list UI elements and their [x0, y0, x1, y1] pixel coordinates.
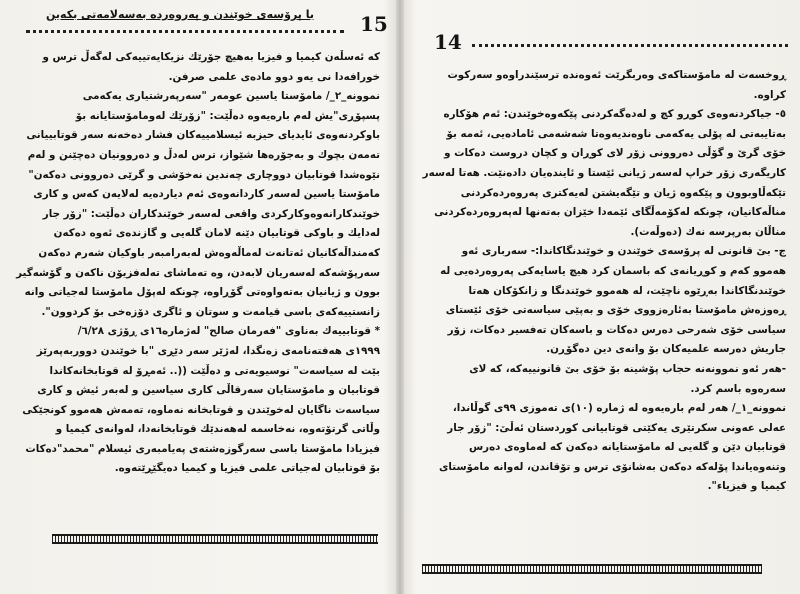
right-page	[402, 0, 800, 594]
text-line: هەموو كەم و كوڕیانەی كە باسمان كرد هیچ یاسایەكی پەروەردەیی لە	[440, 264, 786, 277]
text-line: ج- بێ قانونی لە پرۆسەی خوێندن و خوێندنگاكاندا:- سەرباری ئەو	[461, 245, 786, 258]
text-line: كەمنداڵەكانیان ئەتانەت لەماڵەوەش لەبەرامبەر باوكیان شەرم دەكەن	[38, 246, 380, 259]
page-number: 15	[360, 12, 388, 36]
text-line: بۆ قوتابیان لەجیاتی علمی فیزیا و كیمیا دەیگێڕێتەوە.	[114, 462, 380, 475]
text-line: تەمەن بچوك و بەجۆرەها شێواز، ترس لەدڵ و دەروونیان دەچێنن و لەم	[27, 148, 380, 161]
text-line: بوون و ژیانیان بەتەواوەتی گۆڕاوە، چونكە لەپۆل مامۆستا لەجیاتی وانە	[24, 286, 380, 299]
text-line: بەتایبەتی لە پۆلی یەكەمی ناوەندیەوەتا شەشەمی ئامادەیی، ئەمە بۆ	[446, 127, 786, 140]
text-line: باوكردنەوەی ئایدیای حیزبە ئیسلامییەكان فشار دەخەنە سەر قوتابییانی	[26, 129, 380, 142]
text-line: نموونە_٢_/ مامۆستا یاسین عومەر "سەرپەرشتیاری یەكەمی	[82, 90, 380, 103]
text-line: -هەر ئەو نموونەنە حجاب پۆشینە بۆ خۆی بێ قانونییەكە، كە لای	[469, 362, 786, 375]
text-line: وڵاتی گرتۆتەوە، نەخاسمە لەهەندێك قوتابخانەدا، لەوانەی كیمیا و	[55, 423, 380, 436]
text-line: لەدایك و باوكی قوتابیان دێنە لامان گلەیی و گازندەی ئەوە دەكەن	[53, 227, 380, 240]
text-line: مناڵەكانیان، چونكە لەكۆمەڵگای ئێمەدا خێزان بەتەنها لەپەروەردەكردنی	[434, 206, 786, 219]
text-line: جاریش دەرسە علمیەكان بۆ وانەی دین دەگۆڕن.	[546, 343, 786, 356]
text-line: كە ئەسڵەن كیمیا و فیزیا بەهیچ جۆرێك نزیكایەتییەكی لەگەڵ ترس و	[42, 51, 380, 63]
text-line: وتنەوەیاندا پۆلەكە دەكەن بەشانۆی ترس و تۆقاندن، لەوانە مامۆستای	[438, 460, 786, 473]
text-line: كیمیا و فیزیاء".	[707, 480, 786, 493]
text-line: عەلی عەونی سكرتێری یەكێتی قوتابیانی كوردستان ئەڵێ: "زۆر جار	[447, 421, 786, 434]
text-line: * قوتابییەك بەناوی "فەرمان صالح" لەژمارە١٦ی ڕۆژی ٦/٢٨/	[77, 325, 380, 338]
text-line: سیاسەت ناگایان لەخوێندن و قوتابخانە نەماوە، تەمەش هەموو كونجێكی	[22, 403, 380, 416]
text-line: قوتابیان دێن و گلەیی لە مامۆستایانە دەكەن كە لەماوەی دەرس	[468, 441, 786, 454]
text-line: خوێندكارانەوەوكاركردی واقعی لەسەر خوێندكاران دەڵێت: "زۆر جار	[42, 207, 380, 220]
page-number: 14	[434, 30, 462, 54]
text-line: بێت لە سیاسەت" نوسیویەتی و دەڵێت ((.. ئەمڕۆ لە قوتابخانەكاندا	[49, 364, 380, 377]
text-line: كاریگەری زۆر خراپ لەسەر ژیانی ئێستا و ئایندەیان دادەنێت. هەتا لەسەر	[422, 166, 786, 179]
text-line: خوێندنگاكاندا بەڕێوە ناچێت، لە هەموو خوێندنگا و زانكۆكان هەتا	[468, 284, 786, 297]
left-page-header	[16, 0, 388, 40]
text-line: ١٩٩٩ی هەفتەنامەی زەنگدا، لەژێر سەر دێڕی "با خوێندن دووربەپەرێز	[36, 344, 380, 357]
text-line: فیزیادا مامۆستا باسی سەرگوزەشتەی پەیامبەری ئیسلام "محمد"دەكات	[25, 442, 380, 455]
text-line: ٥- جیاكردنەوەی كوڕو كچ و لەدەگەكردنی پێكەوەخوێندن: ئەم هۆكارە	[443, 108, 786, 121]
footer-rule	[422, 564, 762, 574]
text-line: نێوەشدا قوتابیان دووچاری چەندین نەخۆشی و گرێی دەروونی دەكەن"	[28, 168, 380, 181]
text-line: زانستییەكەی باسی قیامەت و سوتان و ئاگری دۆزەخی بۆ كردوون".	[41, 305, 380, 318]
right-body-text	[422, 66, 786, 497]
text-line: مناڵان بەرپرسە نەك (دەوڵەت).	[630, 225, 786, 238]
right-page-header	[422, 0, 786, 54]
text-line: خۆی گرێ و گۆڵی دەروونی زۆر لای كوڕان و كچان دروست دەكات و	[444, 147, 786, 160]
running-title: با پرۆسەی خوێندن و پەروەردە بەسەلامەتی بكەین	[46, 8, 315, 21]
text-line: ڕوخسەت لە مامۆستاكەی وەربگرێت ئەوەندە ترسێندراوەو سەركوت	[447, 69, 786, 81]
text-line: تێكەڵاوبوون و پێكەوە ژیان و تێگەیشتن لەیەكتری پەروەردەكردنی	[460, 186, 786, 199]
text-line: سەرەوە باسم كرد.	[690, 382, 786, 395]
dotted-rule	[26, 30, 344, 33]
text-line: قوتابیان و مامۆستایان سەرقاڵی كاری سیاسین و لەبەر ئیش و كاری	[37, 384, 380, 397]
dotted-rule	[472, 44, 788, 47]
text-line: سەرپۆشەكە لەسەریان لابەدن، وە تەماشای تەلەفزیۆن ناكەن و گۆشەگیر	[16, 266, 380, 279]
text-line: كراوە.	[753, 88, 786, 101]
text-line: پسپۆڕی"یش لەم بارەیەوە دەڵێت: "زۆرێك لەومامۆستایانە بۆ	[75, 109, 380, 122]
left-page	[0, 0, 398, 594]
text-line: نموونە_١_/ هەر لەم بارەیەوە لە ژمارە (١٠)ی تەموزی ٩٩ی گوڵاندا،	[452, 402, 786, 415]
footer-rule	[52, 534, 378, 544]
text-line: خورافەدا نی یەو دوو مادەی علمی صرفن.	[168, 70, 380, 83]
text-line: ڕەوزەش مامۆستا بەئارەزووی خۆی و بەپێی سیاسەتی خۆی ئێستای	[445, 304, 786, 317]
text-line: سیاسی خۆی شەرحی دەرس دەكات و باسەكان تەفسیر دەكات، زۆر	[447, 323, 786, 336]
text-line: مامۆستا یاسین لەسەر كاردانەوەی ئەم دیاردەیە لەلایەن كەس و كاری	[33, 188, 380, 201]
left-body-text	[16, 48, 380, 479]
